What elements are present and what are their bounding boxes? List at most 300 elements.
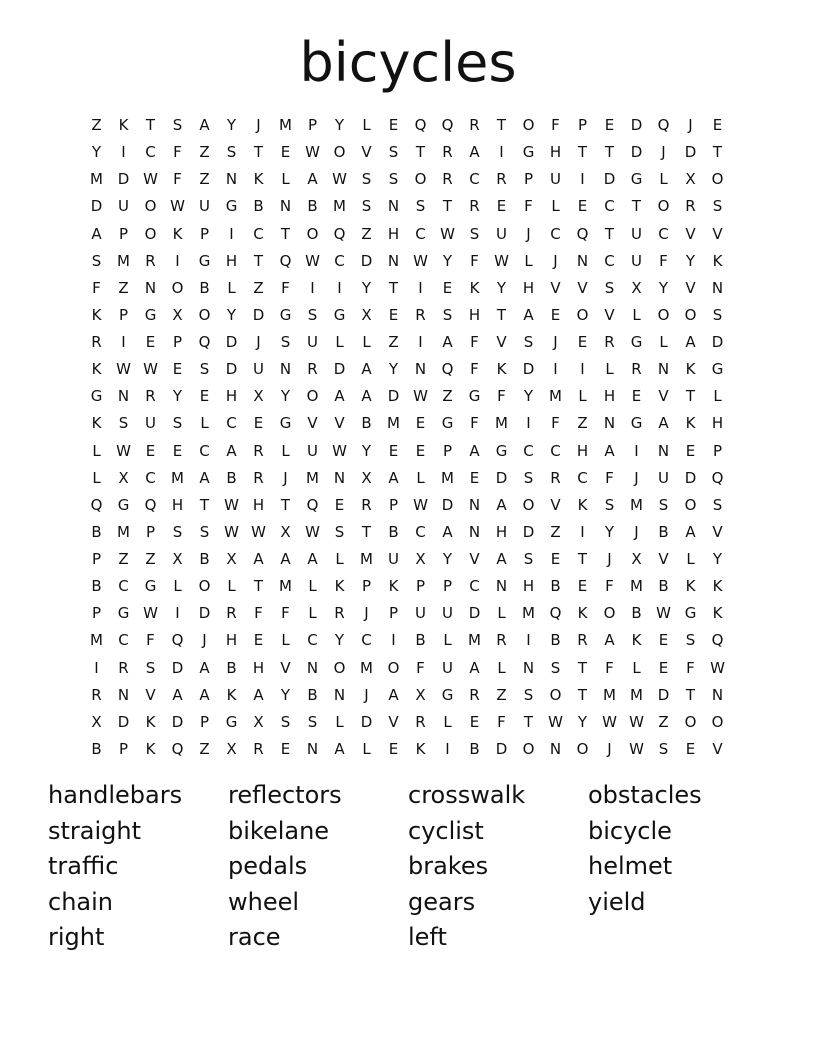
grid-letter: F (281, 278, 290, 297)
grid-letter: R (226, 604, 237, 623)
grid-letter: H (468, 305, 481, 324)
grid-letter: E (658, 631, 669, 650)
grid-letter: U (658, 468, 669, 487)
grid-letter: I (580, 522, 585, 541)
grid-letter: A (496, 495, 507, 514)
grid-letter: U (415, 604, 426, 623)
grid-letter: S (415, 197, 426, 216)
grid-letter: S (361, 170, 372, 189)
grid-letter: O (333, 143, 346, 162)
grid-letter: E (253, 631, 264, 650)
grid-letter: L (713, 387, 722, 406)
grid-letter: L (686, 550, 695, 569)
grid-letter: N (711, 685, 724, 704)
grid-letter: H (387, 224, 400, 243)
grid-letter: A (685, 522, 696, 541)
grid-letter: V (685, 224, 696, 243)
grid-letter: S (172, 116, 183, 135)
grid-letter: K (91, 305, 102, 324)
grid-letter: O (306, 224, 319, 243)
grid-letter: A (334, 739, 345, 758)
grid-letter: Y (658, 278, 669, 297)
grid-letter: E (280, 143, 291, 162)
grid-letter: D (630, 116, 643, 135)
grid-letter: Y (91, 143, 102, 162)
grid-letter: N (306, 739, 319, 758)
grid-letter: E (145, 441, 156, 460)
grid-letter: V (658, 387, 669, 406)
grid-letter: X (415, 685, 426, 704)
grid-letter: G (198, 251, 211, 270)
grid-letter: N (603, 414, 616, 433)
grid-letter: C (658, 224, 669, 243)
grid-letter: R (442, 143, 453, 162)
grid-letter: H (252, 658, 265, 677)
grid-letter: D (252, 305, 265, 324)
grid-letter: B (199, 550, 210, 569)
grid-letter: O (414, 170, 427, 189)
word-list-item: race (228, 923, 281, 951)
grid-letter: I (580, 360, 585, 379)
grid-letter: S (280, 333, 291, 352)
grid-letter: W (413, 251, 428, 270)
grid-letter: T (280, 224, 291, 243)
grid-letter: R (361, 495, 372, 514)
grid-letter: T (577, 685, 588, 704)
grid-letter: D (630, 143, 643, 162)
grid-letter: L (497, 604, 506, 623)
word-list (48, 778, 768, 956)
grid-letter: K (685, 360, 696, 379)
grid-letter: T (523, 712, 534, 731)
grid-letter: X (172, 305, 183, 324)
grid-letter: P (199, 224, 210, 243)
grid-letter: Z (118, 278, 129, 297)
grid-letter: A (280, 550, 291, 569)
grid-letter: R (91, 333, 102, 352)
grid-letter: L (173, 577, 182, 596)
grid-letter: R (469, 197, 480, 216)
grid-letter: Z (577, 414, 588, 433)
grid-letter: M (279, 577, 292, 596)
grid-letter: R (550, 468, 561, 487)
grid-letter: D (495, 739, 508, 758)
grid-letter: U (496, 224, 507, 243)
grid-letter: X (226, 739, 237, 758)
grid-letter: G (630, 414, 643, 433)
grid-letter: O (684, 712, 697, 731)
grid-letter: K (91, 414, 102, 433)
grid-letter: G (279, 305, 292, 324)
grid-letter: V (496, 333, 507, 352)
grid-letter: I (580, 170, 585, 189)
grid-letter: I (418, 333, 423, 352)
grid-letter: Z (145, 550, 156, 569)
grid-letter: S (361, 197, 372, 216)
grid-letter: P (712, 441, 723, 460)
grid-letter: Z (496, 685, 507, 704)
grid-letter: F (605, 577, 614, 596)
grid-letter: W (656, 604, 671, 623)
grid-letter: D (522, 360, 535, 379)
grid-letter: D (171, 712, 184, 731)
grid-letter: P (577, 116, 588, 135)
grid-letter: X (415, 550, 426, 569)
grid-letter: G (225, 712, 238, 731)
grid-letter: C (118, 631, 129, 650)
grid-letter: M (360, 658, 373, 677)
grid-letter: J (553, 333, 558, 352)
grid-letter: D (495, 468, 508, 487)
grid-letter: R (469, 116, 480, 135)
grid-letter: S (685, 631, 696, 650)
grid-letter: P (307, 116, 318, 135)
grid-letter: D (333, 360, 346, 379)
grid-letter: M (171, 468, 184, 487)
grid-letter: L (632, 658, 641, 677)
grid-letter: L (308, 577, 317, 596)
grid-letter: M (630, 577, 643, 596)
grid-letter: D (198, 604, 211, 623)
grid-letter: C (577, 468, 588, 487)
grid-letter: O (684, 495, 697, 514)
grid-letter: U (145, 414, 156, 433)
grid-letter: I (553, 360, 558, 379)
grid-letter: Y (280, 387, 291, 406)
grid-letter: Y (226, 116, 237, 135)
grid-letter: S (172, 414, 183, 433)
word-list-item: wheel (228, 887, 300, 916)
grid-letter: D (225, 360, 238, 379)
grid-letter: A (658, 414, 669, 433)
word-list-item: yield (588, 887, 646, 916)
grid-letter: O (576, 305, 589, 324)
grid-letter: D (657, 685, 670, 704)
grid-letter: A (388, 468, 399, 487)
grid-letter: M (117, 251, 130, 270)
grid-letter: E (280, 739, 291, 758)
grid-letter: O (171, 278, 184, 297)
word-list-item: handlebars (48, 781, 183, 809)
grid-letter: B (469, 739, 480, 758)
grid-letter: U (388, 550, 399, 569)
grid-letter: V (145, 685, 156, 704)
grid-letter: R (442, 170, 453, 189)
grid-letter: E (658, 658, 669, 677)
grid-letter: W (251, 522, 266, 541)
grid-letter: K (118, 116, 129, 135)
grid-letter: W (548, 712, 563, 731)
grid-letter: T (604, 224, 615, 243)
grid-letter: J (661, 143, 666, 162)
grid-letter: D (360, 251, 373, 270)
grid-letter: I (175, 604, 180, 623)
grid-letter: T (577, 658, 588, 677)
grid-letter: Z (658, 712, 669, 731)
grid-letter: L (578, 387, 587, 406)
grid-letter: F (524, 197, 533, 216)
grid-letter: A (334, 387, 345, 406)
grid-letter: B (658, 577, 669, 596)
grid-letter: E (388, 116, 399, 135)
grid-letter: R (415, 305, 426, 324)
grid-letter: E (577, 577, 588, 596)
grid-letter: E (712, 116, 723, 135)
grid-letter: T (496, 116, 507, 135)
grid-letter: J (364, 604, 369, 623)
grid-letter: L (497, 658, 506, 677)
grid-letter: E (199, 387, 210, 406)
grid-letter: Q (171, 631, 184, 650)
grid-letter: L (335, 550, 344, 569)
grid-letter: E (145, 333, 156, 352)
grid-letter: R (253, 739, 264, 758)
grid-letter: Z (388, 333, 399, 352)
grid-letter: R (631, 360, 642, 379)
grid-letter: K (334, 577, 345, 596)
grid-letter: M (306, 468, 319, 487)
grid-letter: U (118, 197, 129, 216)
grid-letter: E (577, 197, 588, 216)
grid-letter: N (117, 387, 130, 406)
grid-letter: A (388, 685, 399, 704)
grid-letter: N (279, 197, 292, 216)
word-list-item: cyclist (408, 816, 484, 845)
grid-letter: L (524, 251, 533, 270)
grid-letter: V (577, 278, 588, 297)
grid-letter: W (305, 143, 320, 162)
grid-letter: R (118, 658, 129, 677)
grid-letter: X (91, 712, 102, 731)
grid-letter: Z (199, 143, 210, 162)
word-list-item: pedals (228, 852, 308, 880)
grid-letter: F (470, 414, 479, 433)
grid-letter: G (117, 604, 130, 623)
grid-letter: X (280, 522, 291, 541)
grid-letter: Y (226, 305, 237, 324)
grid-letter: J (634, 522, 639, 541)
grid-letter: F (686, 658, 695, 677)
grid-letter: K (172, 224, 183, 243)
grid-letter: V (658, 550, 669, 569)
grid-letter: R (415, 712, 426, 731)
grid-letter: B (631, 604, 642, 623)
grid-letter: Y (685, 251, 696, 270)
grid-letter: S (388, 143, 399, 162)
grid-letter: Y (442, 550, 453, 569)
grid-letter: M (549, 387, 562, 406)
grid-letter: P (442, 441, 453, 460)
grid-letter: S (307, 305, 318, 324)
grid-letter: J (526, 224, 531, 243)
grid-letter: K (712, 577, 723, 596)
grid-letter: O (603, 604, 616, 623)
grid-letter: Q (441, 360, 454, 379)
grid-letter: G (630, 170, 643, 189)
grid-letter: N (711, 278, 724, 297)
grid-letter: Q (333, 224, 346, 243)
word-list-item: right (48, 923, 105, 951)
grid-letter: P (91, 550, 102, 569)
grid-letter: S (469, 224, 480, 243)
grid-letter: J (553, 251, 558, 270)
grid-letter: K (685, 414, 696, 433)
grid-letter: D (684, 143, 697, 162)
grid-letter: J (202, 631, 207, 650)
grid-letter: L (335, 333, 344, 352)
grid-letter: R (496, 631, 507, 650)
grid-letter: E (388, 441, 399, 460)
grid-letter: N (387, 197, 400, 216)
grid-letter: F (497, 387, 506, 406)
grid-letter: B (307, 197, 318, 216)
grid-letter: S (199, 522, 210, 541)
grid-letter: R (91, 685, 102, 704)
grid-letter: Q (279, 251, 292, 270)
grid-letter: C (145, 143, 156, 162)
grid-letter: P (415, 577, 426, 596)
grid-letter: N (333, 685, 346, 704)
grid-letter: Y (361, 441, 372, 460)
grid-letter: W (629, 739, 644, 758)
grid-letter: Q (549, 604, 562, 623)
grid-letter: R (604, 333, 615, 352)
grid-letter: D (441, 495, 454, 514)
grid-letter: W (143, 170, 158, 189)
grid-letter: I (310, 278, 315, 297)
grid-letter: D (522, 522, 535, 541)
grid-letter: W (602, 712, 617, 731)
grid-letter: C (469, 170, 480, 189)
grid-letter: V (712, 522, 723, 541)
grid-letter: D (684, 468, 697, 487)
grid-letter: V (712, 224, 723, 243)
grid-letter: E (172, 441, 183, 460)
grid-letter: T (577, 143, 588, 162)
grid-letter: R (469, 685, 480, 704)
grid-letter: R (145, 387, 156, 406)
grid-letter: G (144, 577, 157, 596)
grid-letter: A (523, 305, 534, 324)
grid-letter: F (146, 631, 155, 650)
grid-letter: G (495, 441, 508, 460)
grid-letter: F (173, 143, 182, 162)
grid-letter: J (607, 550, 612, 569)
grid-letter: A (199, 468, 210, 487)
grid-letter: W (413, 495, 428, 514)
grid-letter: E (577, 333, 588, 352)
grid-letter: D (117, 170, 130, 189)
grid-letter: N (522, 658, 535, 677)
grid-letter: W (170, 197, 185, 216)
grid-letter: Q (441, 116, 454, 135)
grid-letter: Y (496, 278, 507, 297)
grid-letter: Y (442, 251, 453, 270)
grid-letter: Y (604, 522, 615, 541)
grid-letter: V (604, 305, 615, 324)
grid-letter: A (442, 333, 453, 352)
grid-letter: K (415, 739, 426, 758)
word-list-item: left (408, 923, 447, 951)
grid-letter: K (712, 251, 723, 270)
grid-letter: U (307, 441, 318, 460)
grid-letter: P (523, 170, 534, 189)
grid-letter: E (334, 495, 345, 514)
grid-letter: T (496, 305, 507, 324)
grid-letter: P (199, 712, 210, 731)
grid-letter: F (281, 604, 290, 623)
grid-letter: P (388, 604, 399, 623)
grid-letter: F (470, 360, 479, 379)
grid-letter: X (361, 305, 372, 324)
grid-letter: H (252, 495, 265, 514)
grid-letter: M (603, 685, 616, 704)
grid-letter: T (199, 495, 210, 514)
grid-letter: A (199, 658, 210, 677)
grid-letter: M (630, 495, 643, 514)
grid-letter: G (630, 333, 643, 352)
grid-letter: O (522, 739, 535, 758)
grid-letter: U (442, 604, 453, 623)
grid-letter: S (280, 712, 291, 731)
grid-letter: O (684, 305, 697, 324)
grid-letter: R (307, 360, 318, 379)
grid-letter: M (333, 197, 346, 216)
grid-letter: W (710, 658, 725, 677)
grid-letter: S (145, 658, 156, 677)
grid-letter: M (441, 468, 454, 487)
grid-letter: E (550, 550, 561, 569)
grid-letter: A (253, 685, 264, 704)
grid-letter: H (522, 278, 535, 297)
grid-letter: E (388, 739, 399, 758)
grid-letter: T (631, 197, 642, 216)
grid-letter: O (333, 658, 346, 677)
grid-letter: O (306, 387, 319, 406)
grid-letter: I (526, 631, 531, 650)
grid-letter: E (631, 387, 642, 406)
grid-letter: J (283, 468, 288, 487)
grid-letter: P (361, 577, 372, 596)
grid-letter: K (226, 685, 237, 704)
word-list-item: reflectors (228, 781, 342, 809)
grid-letter: T (604, 143, 615, 162)
grid-letter: V (307, 414, 318, 433)
grid-letter: F (551, 414, 560, 433)
grid-letter: A (91, 224, 102, 243)
grid-letter: C (550, 224, 561, 243)
grid-letter: I (418, 278, 423, 297)
grid-letter: N (468, 522, 481, 541)
grid-letter: J (256, 116, 261, 135)
grid-letter: N (306, 658, 319, 677)
grid-letter: L (92, 441, 101, 460)
grid-letter: Y (172, 387, 183, 406)
grid-letter: V (280, 658, 291, 677)
grid-letter: Z (199, 170, 210, 189)
grid-letter: I (121, 333, 126, 352)
grid-letter: E (415, 441, 426, 460)
word-list-item: chain (48, 887, 113, 916)
grid-letter: V (550, 495, 561, 514)
grid-letter: F (470, 333, 479, 352)
grid-letter: B (91, 577, 102, 596)
grid-letter: C (523, 441, 534, 460)
grid-letter: B (550, 631, 561, 650)
grid-letter: S (523, 468, 534, 487)
grid-letter: F (470, 251, 479, 270)
grid-letter: W (413, 387, 428, 406)
